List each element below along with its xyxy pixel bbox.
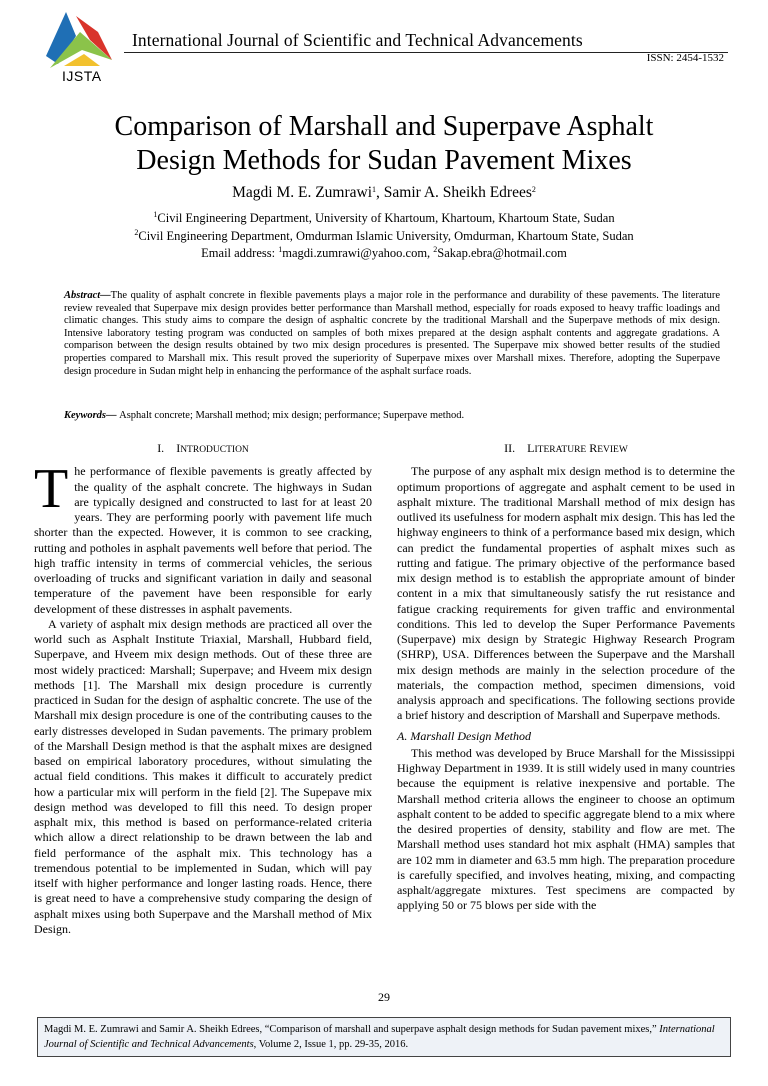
section-1-numeral: I. xyxy=(157,441,165,455)
left-column xyxy=(34,441,372,937)
affiliation-1 xyxy=(0,211,768,226)
affiliation-2 xyxy=(0,229,768,244)
right-column xyxy=(397,441,735,914)
journal-name: International Journal of Scientific and Technical Advancements xyxy=(132,30,583,50)
review-paragraph-1: The purpose of any asphalt mix design method is to determine the optimum proportions of aggregate and asphalt cement to be used in asphalt mixture. The traditional Marshall method of mix design has outlived its usefulness for modern asphalt mix design. This has led the highway engineers to think of a performance based mix design, which can predict the fundamental properties of asphalt mixes such as rutting and fatigue. The primary objective of the performance based mix design method is to establish the appropriate amount of binder content in a mix that simultaneously satisfy the rut resistance and fatigue cracking requirements for given traffic and environmental conditions. This led to develop the Super Performance Pavements (Superpave) mix design by Strategic Highway Research Program (SHRP), USA. Differences between the Superpave and the Marshall mix design methods are mainly in the selection procedure of the materials, the compaction method, specimen dimensions, void analysis approach and specifications. The following sections provide a brief history and description of Marshall and Superpave methods. xyxy=(397,464,735,723)
author-2: Samir A. Sheikh Edrees xyxy=(383,184,532,201)
paper-title xyxy=(0,110,768,178)
section-1-title-rest: NTRODUCTION xyxy=(180,445,249,455)
affiliation-2-sup: 2 xyxy=(134,228,139,237)
subsection-a-heading: A. Marshall Design Method xyxy=(397,728,531,743)
citation-suffix: , Volume 2, Issue 1, pp. 29-35, 2016. xyxy=(253,1039,409,1050)
affiliation-1-sup: 1 xyxy=(153,210,158,219)
citation-journal: International Journal of Scientific and Technical Advancements xyxy=(44,1024,715,1050)
section-2-heading xyxy=(397,441,735,458)
email-2-sup: 2 xyxy=(433,245,438,254)
section-1-title-first: I xyxy=(176,441,181,455)
citation-prefix: Magdi M. E. Zumrawi and Samir A. Sheikh Edrees, “Comparison of marshall and superpave asphalt design methods for Sudan pavement mixes,” xyxy=(44,1024,660,1035)
abstract-label: Abstract xyxy=(64,290,101,301)
dropcap: T xyxy=(34,458,69,521)
author-1-sup: 1 xyxy=(372,185,377,194)
intro-paragraph-1-text: he performance of flexible pavements is greatly affected by the quality of the asphalt concrete. The highways in Sudan are typically designed and constructed to last for at least 20 years. They are performing poorly with pavement life much shorter than the expected. However, it is common to see cracking, rutting and potholes in asphalt pavements well before that period. The high traffic intensity in terms of commercial vehicles, the serious overloading of trucks and significant variation in daily and seasonal temperature of the pavement have been responsible for early development of these distresses in asphalt pavements. xyxy=(34,464,372,616)
email-2[interactable]: Sakap.ebra@hotmail.com xyxy=(437,246,567,260)
email-label: Email address: xyxy=(201,246,279,260)
abstract-dash: — xyxy=(100,290,111,301)
section-2-title-rest: ITERATURE xyxy=(534,445,587,455)
citation-footer xyxy=(37,1017,731,1057)
review-paragraph-2: This method was developed by Bruce Marshall for the Mississippi Highway Department in 1939. It is still widely used in many countries because the equipment is relative inexpensive and portable. The Marshall method criteria allows the engineer to choose an optimum asphalt content to be added to specific aggregate blend to a mix where the desired properties of density, stability and flow are met. The Marshall method uses standard hot mix asphalt (HMA) samples that are 102 mm in diameter and 63.5 mm high. The preparation procedure is carefully specified, and involves heating, mixing, and compacting asphalt/aggregate mixtures. Test specimens are compacted by applying 50 or 75 blows per side with the xyxy=(397,745,736,913)
author-list xyxy=(0,184,768,202)
email-line xyxy=(0,246,768,261)
section-2-numeral: II. xyxy=(504,441,516,455)
issn: ISSN: 2454-1532 xyxy=(646,52,724,64)
author-1: Magdi M. E. Zumrawi xyxy=(232,184,373,201)
affiliation-1-text: Civil Engineering Department, University of Khartoum, Khartoum, Khartoum State, Sudan xyxy=(157,211,615,225)
page-number: 29 xyxy=(378,990,390,1004)
intro-paragraph-1 xyxy=(34,458,372,617)
email-1[interactable]: magdi.zumrawi@yahoo.com, xyxy=(282,246,434,260)
section-1-heading xyxy=(34,441,372,458)
title-line-2: Design Methods for Sudan Pavement Mixes xyxy=(136,145,632,176)
logo-label: IJSTA xyxy=(62,68,102,84)
header-rule xyxy=(124,52,728,53)
author-separator: , xyxy=(376,184,384,201)
abstract-text: The quality of asphalt concrete in flexible pavements plays a major role in the performance and durability of these pavements. The literature review revealed that Superpave mix design provides better performance than Marshall method, especially for roads exposed to heavy traffic loadings and climatic changes. This study aims to compare the design of asphaltic concrete by the traditional Marshall and the Superpave methods of mix design. Intensive laboratory testing program was conducted on samples of both mixes prepared at the design asphalt contents and aggregate gradations. A comparison between the design results obtained by two mix design procedures is presented. The Superpave mix showed better results of the studied properties compared to Marshall mix. This result proved the superiority of Superpave mixes over Marshall mixes. Therefore, adopting the Superpave design procedure in Sudan might help in enhancing the performance of the asphalt surface roads. xyxy=(64,290,720,377)
author-2-sup: 2 xyxy=(531,185,536,194)
abstract xyxy=(64,290,720,378)
section-2-title-first-2: R xyxy=(589,441,598,455)
keywords xyxy=(64,410,720,421)
section-2-title-first: L xyxy=(527,441,535,455)
section-2-title-rest-2: EVIEW xyxy=(597,445,628,455)
affiliation-2-text: Civil Engineering Department, Omdurman Islamic University, Omdurman, Khartoum State, Sudan xyxy=(138,229,634,243)
intro-paragraph-2: A variety of asphalt mix design methods are practiced all over the world such as Asphalt Institute Triaxial, Marshall, Hubbard field, Superpave, and Hveem mix design methods. Out of these three are most widely practiced: Marshall; Superpave; and Hveem mix design methods [1]. The Marshall mix design procedure is currently practiced in Sudan for the design of asphaltic concrete. The use of the Marshall mix design procedure is one of the contributing causes to the early distresses developed in Sudan pavements. The primary problem of the Marshall Design method is that the asphalt mixes are designed based on empirical laboratory procedures, without simulating the actual field conditions. This makes it difficult to accurately predict how a particular mix will perform in the field [2]. The Supepave mix design method was developed to fill this need. To design proper asphalt mix, this method is based on performance-related criteria which allow a direct relationship to be drawn between the lab and field performance of the asphalt mix. This technology has a tremendous potential to be implemented in Sudan, which will pay itself with higher performance and longer lasting roads. Hence, there is great need to have a comprehensive study comparing the design of asphalt mixes using both Superpave and the Marshall method of Mix Design. xyxy=(34,616,372,936)
title-line-1: Comparison of Marshall and Superpave Asphalt xyxy=(114,111,654,142)
keywords-dash: — xyxy=(106,410,120,421)
keywords-text: Asphalt concrete; Marshall method; mix design; performance; Superpave method. xyxy=(119,410,465,421)
keywords-label: Keywords xyxy=(64,410,106,421)
email-1-sup: 1 xyxy=(278,245,283,254)
